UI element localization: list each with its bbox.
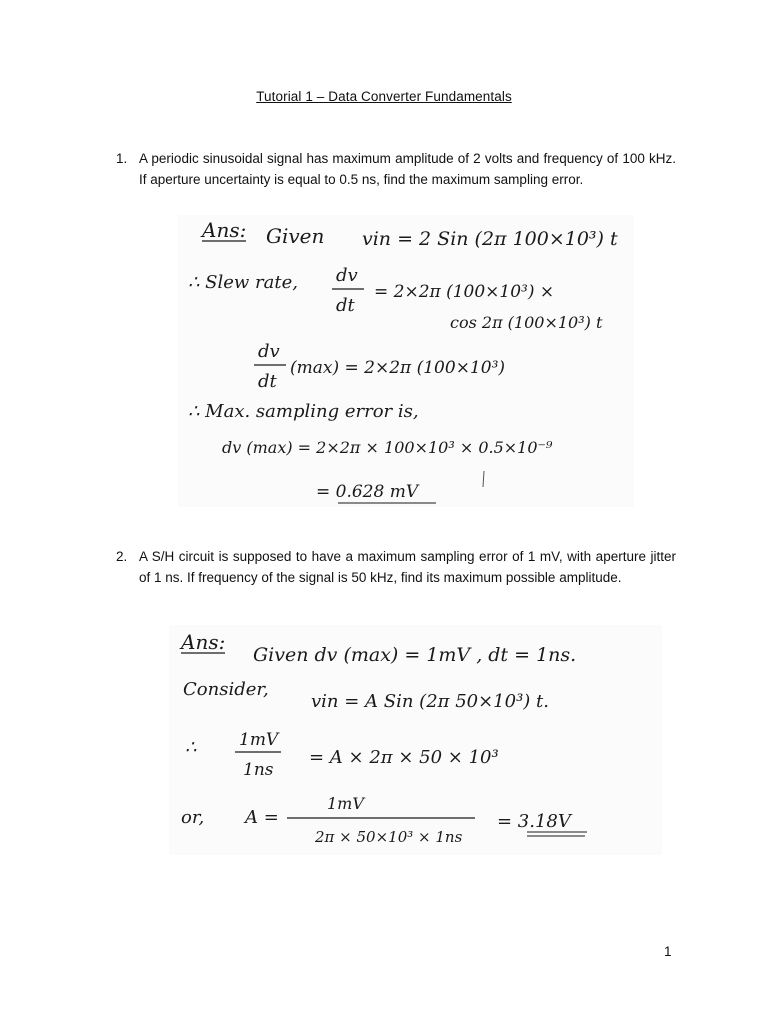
ans1-vin-expression: vin = 2 Sin (2π 100×10³) t <box>362 228 618 250</box>
ans2-result: = 3.18V <box>497 811 571 832</box>
ans2-a-equals: A = <box>245 807 279 828</box>
ans2-1ns-denominator: 1ns <box>243 760 274 780</box>
ans1-label: Ans: <box>202 218 247 242</box>
ans1-given: Given <box>266 224 325 248</box>
ans2-or: or, <box>181 807 205 828</box>
document-title: Tutorial 1 – Data Converter Fundamentals <box>256 89 512 104</box>
answer-1-handwritten <box>178 215 634 507</box>
ans2-vin-expression: vin = A Sin (2π 50×10³) t. <box>311 691 549 712</box>
ans1-max-expression: (max) = 2×2π (100×10³) <box>290 358 506 378</box>
ans1-cos-term: cos 2π (100×10³) t <box>450 313 603 332</box>
page-number: 1 <box>664 944 672 959</box>
ans2-consider: Consider, <box>183 679 269 700</box>
ans2-label: Ans: <box>181 630 226 654</box>
question-2-number: 2. <box>116 549 128 564</box>
ans1-dv-max-expression: dv (max) = 2×2π × 100×10³ × 0.5×10⁻⁹ <box>222 438 553 457</box>
ans1-dv-numerator: dv <box>336 265 358 286</box>
ans2-therefore: ∴ <box>185 737 197 758</box>
ans1-slew-rate: ∴ Slew rate, <box>188 272 298 293</box>
ans1-result: = 0.628 mV <box>316 482 419 502</box>
ans1-dt-denominator-2: dt <box>258 371 277 392</box>
ans2-1mv-numerator: 1mV <box>239 730 279 750</box>
question-1-number: 1. <box>116 151 128 166</box>
answer-2-svg <box>169 625 662 855</box>
ans1-dt-denominator: dt <box>336 295 355 316</box>
answer-2-handwritten <box>169 625 662 855</box>
ans2-fraction-denominator: 2π × 50×10³ × 1ns <box>315 828 463 846</box>
ans2-amplitude-expression: = A × 2π × 50 × 10³ <box>309 747 499 768</box>
ans1-dv-numerator-2: dv <box>258 341 280 362</box>
question-1-text: A periodic sinusoidal signal has maximum amplitude of 2 volts and frequency of 100 kHz. If aperture uncertainty is equal to 0.5 ns, find the maximum sampling error. <box>139 151 676 187</box>
ans1-slew-expression: = 2×2π (100×10³) × <box>374 282 555 302</box>
ans1-pen-mark <box>483 471 484 487</box>
ans1-max-sampling-error: ∴ Max. sampling error is, <box>188 401 419 422</box>
answer-1-svg <box>178 215 634 507</box>
ans2-given: Given dv (max) = 1mV , dt = 1ns. <box>253 644 577 666</box>
question-2-text: A S/H circuit is supposed to have a maximum sampling error of 1 mV, with aperture jitter of 1 ns. If frequency of the signal is 50 kHz, find its maximum possible amplitude. <box>139 549 676 585</box>
ans2-fraction-numerator: 1mV <box>327 794 364 813</box>
